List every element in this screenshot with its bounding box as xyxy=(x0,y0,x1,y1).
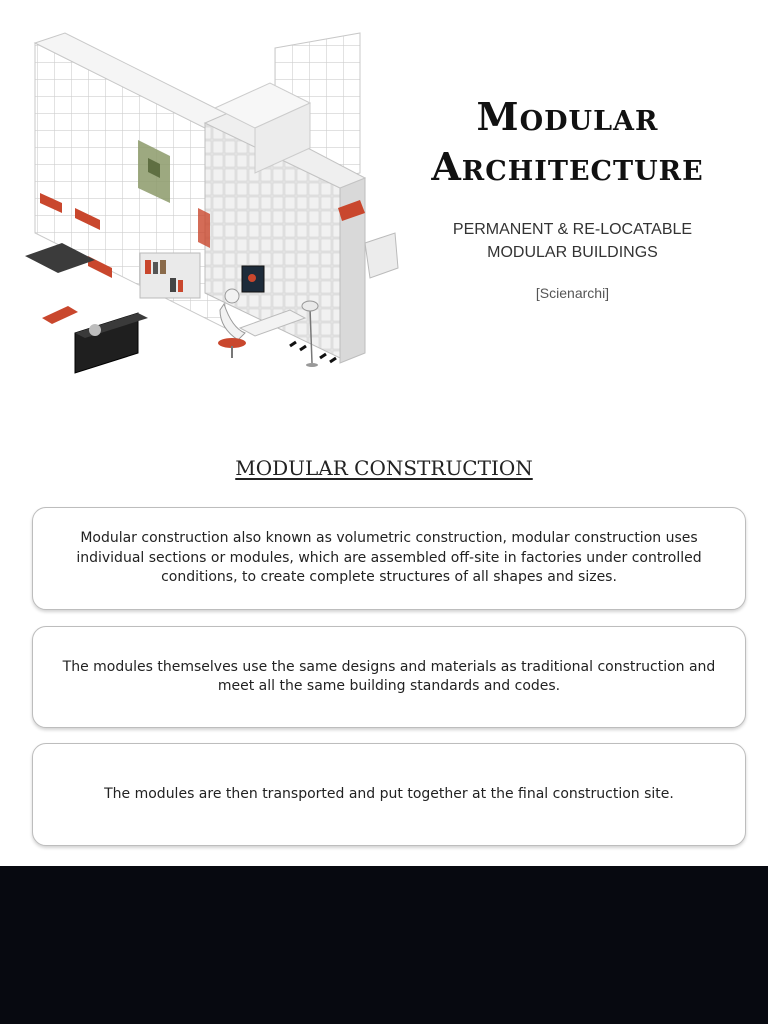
subtitle xyxy=(400,218,745,264)
info-card-1 xyxy=(32,507,746,610)
info-card-3 xyxy=(32,743,746,846)
subtitle-line-1: PERMANENT & RE-LOCATABLE xyxy=(452,221,693,238)
dark-footer-band xyxy=(0,866,768,1024)
source-credit: [Scienarchi] xyxy=(535,285,610,301)
section-heading: MODULAR CONSTRUCTION xyxy=(235,456,533,480)
modular-building-illustration xyxy=(20,28,405,383)
info-card-text: The modules themselves use the same designs and materials as traditional construction and meet all the same building standards and codes. xyxy=(62,658,716,694)
info-card-text: Modular construction also known as volumetric construction, modular construction uses individual sections or modules, which are assembled off-site in factories under controlled conditions, to create complete structures of all shapes and sizes. xyxy=(76,530,702,586)
info-card-text: The modules are then transported and put together at the final construction site. xyxy=(104,785,674,802)
info-card-2 xyxy=(32,626,746,728)
page-title: Modular Architecture xyxy=(431,94,704,189)
subtitle-line-2: MODULAR BUILDINGS xyxy=(487,244,658,261)
person xyxy=(225,289,239,303)
